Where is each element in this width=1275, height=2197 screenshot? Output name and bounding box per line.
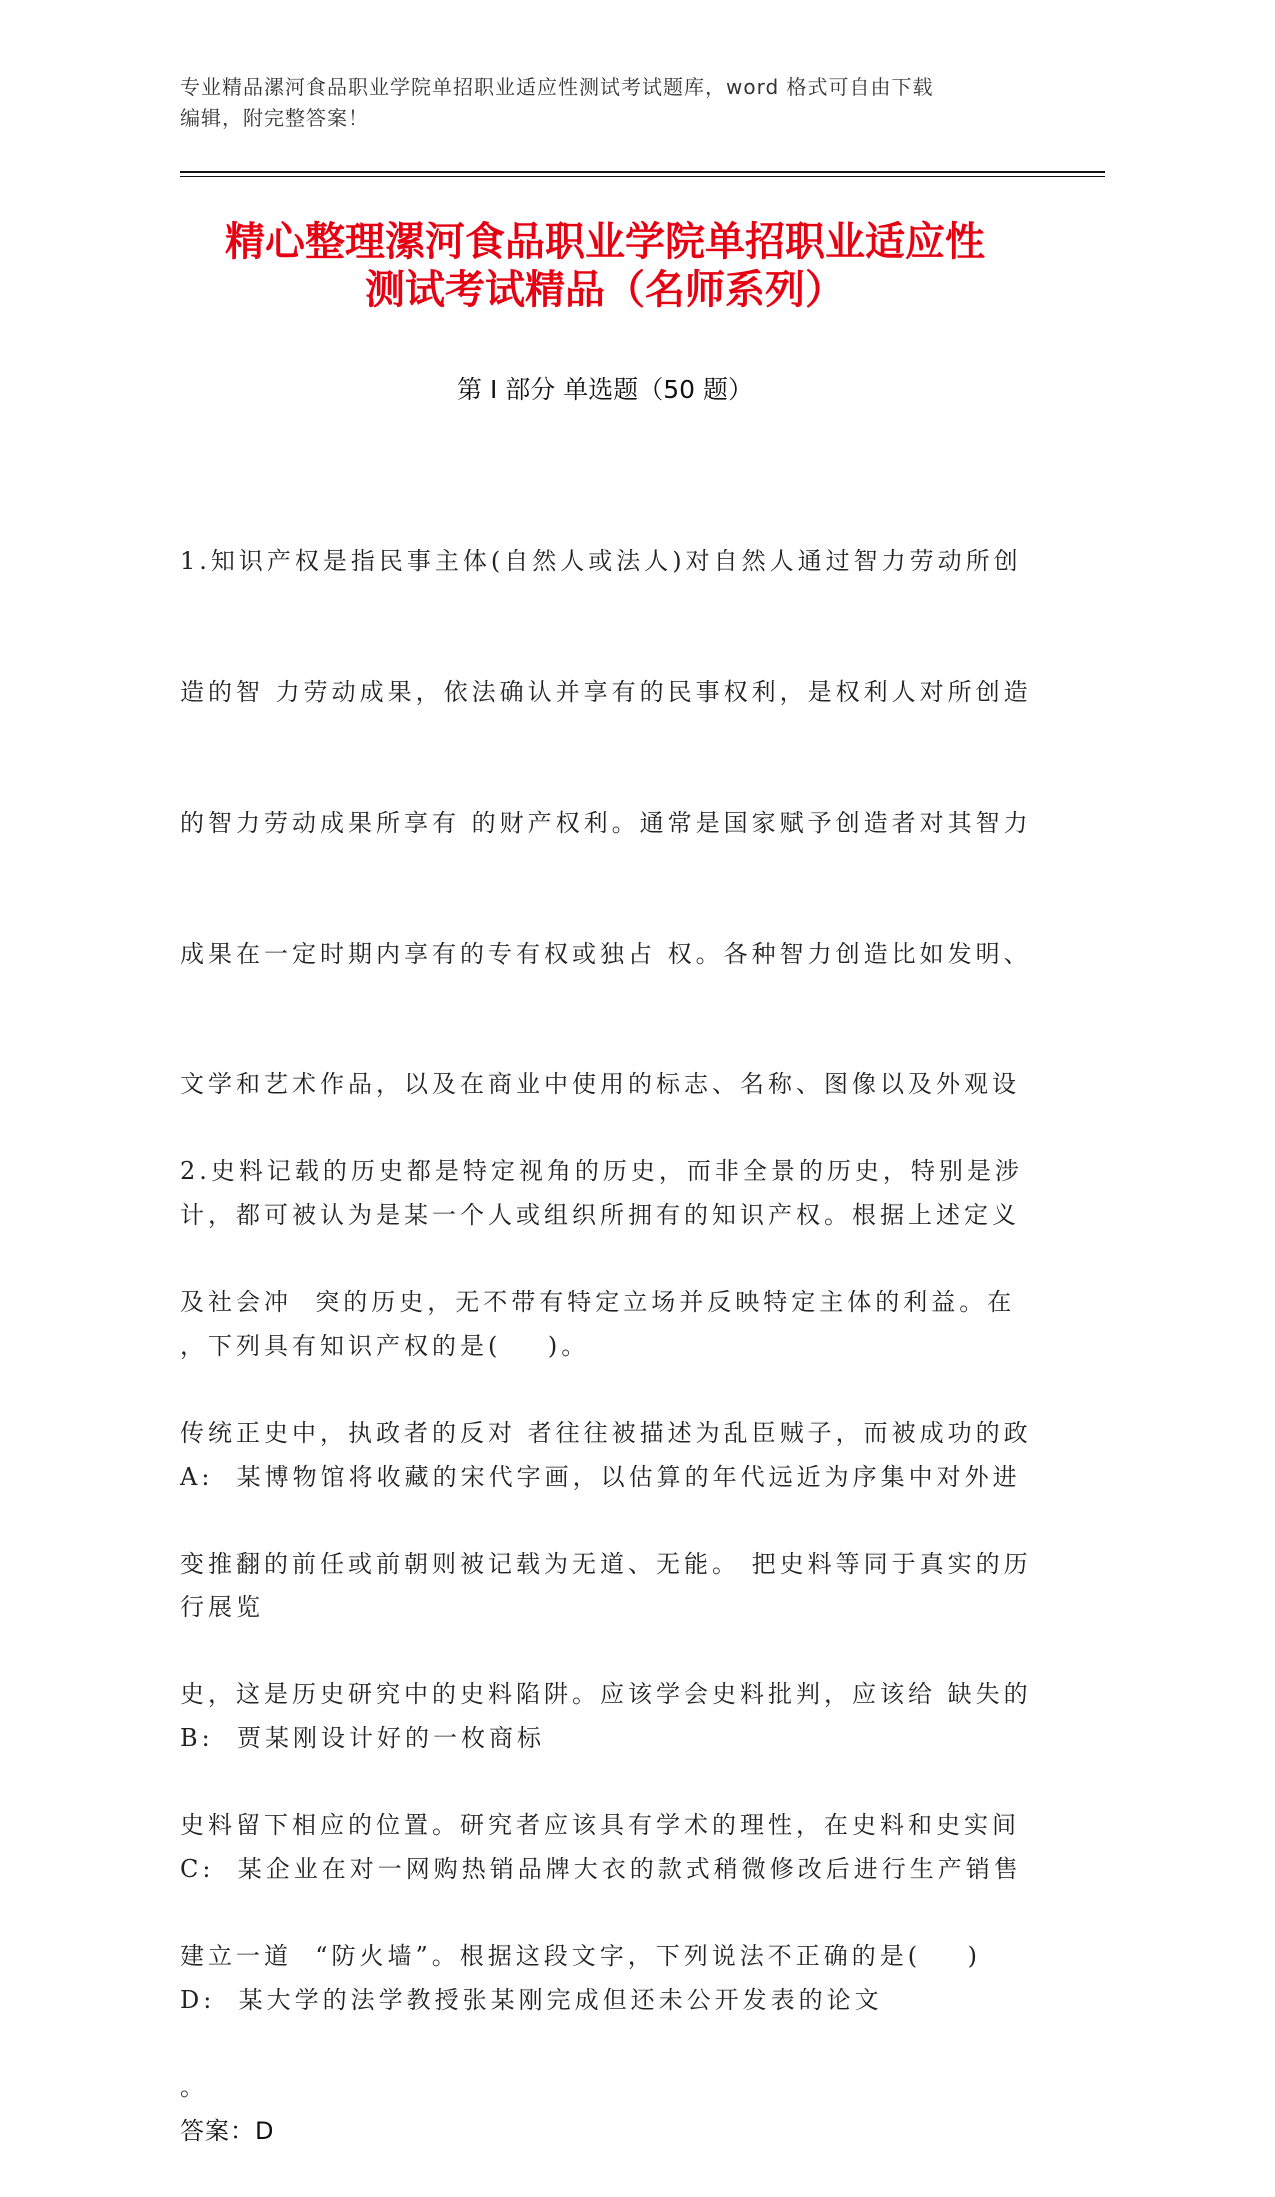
question-text-line: 变推翻的前任或前朝则被记载为无道、无能。 把史料等同于真实的历 bbox=[180, 1549, 1032, 1578]
header-divider bbox=[180, 171, 1105, 173]
question-text-line: 传统正史中，执政者的反对 者往往被描述为乱臣贼子，而被成功的政 bbox=[180, 1418, 1032, 1447]
question-text-line: 史料留下相应的位置。研究者应该具有学术的理性，在史料和史实间 bbox=[180, 1811, 1020, 1840]
option-d: D: 某大学的法学教授张某刚完成但还未公开发表的论文 bbox=[180, 1985, 883, 2014]
question-text-line: 1.知识产权是指民事主体(自然人或法人)对自然人通过智力劳动所创 bbox=[180, 547, 1022, 576]
question-text-line: 及社会冲 突的历史，无不带有特定立场并反映特定主体的利益。在 bbox=[180, 1287, 1016, 1316]
page-header bbox=[180, 72, 1040, 134]
question-text-line: 造的智 力劳动成果，依法确认并享有的民事权利，是权利人对所创造 bbox=[180, 677, 1032, 706]
header-line: 编辑，附完整答案！ bbox=[180, 106, 369, 130]
question-text-line: 的智力劳动成果所享有 的财产权利。通常是国家赋予创造者对其智力 bbox=[180, 808, 1032, 837]
question-text-line: 2.史料记载的历史都是特定视角的历史，而非全景的历史，特别是涉 bbox=[180, 1157, 1023, 1186]
question-text-line: 建立一道 “防火墙”。根据这段文字，下列说法不正确的是( ) bbox=[180, 1941, 982, 1970]
document-title bbox=[0, 218, 1210, 314]
question-2 bbox=[180, 1063, 1032, 2153]
question-text-line: 。 bbox=[180, 2072, 208, 2101]
header-line: 专业精品漯河食品职业学院单招职业适应性测试考试题库，word 格式可自由下载 bbox=[180, 75, 934, 99]
question-text-line: ，下列具有知识产权的是( )。 bbox=[180, 1331, 590, 1360]
option-b: B: 贾某刚设计好的一枚商标 bbox=[180, 1724, 545, 1753]
question-text-line: 史，这是历史研究中的史料陷阱。应该学会史料批判，应该给 缺失的 bbox=[180, 1680, 1032, 1709]
header-divider-thin bbox=[180, 176, 1105, 177]
option-a: A: 某博物馆将收藏的宋代字画，以估算的年代远近为序集中对外进 bbox=[180, 1462, 1021, 1491]
title-line: 精心整理漯河食品职业学院单招职业适应性 bbox=[225, 219, 985, 265]
section-heading: 第 I 部分 单选题（50 题） bbox=[457, 375, 753, 404]
title-line: 测试考试精品（名师系列） bbox=[365, 267, 845, 313]
option-a-continued: 行展览 bbox=[180, 1593, 264, 1622]
option-c: C: 某企业在对一网购热销品牌大衣的款式稍微修改后进行生产销售 bbox=[180, 1855, 1022, 1883]
answer: 答案：D bbox=[180, 2116, 275, 2145]
question-text-line: 成果在一定时期内享有的专有权或独占 权。各种智力创造比如发明、 bbox=[180, 939, 1032, 968]
question-text-line: 文学和艺术作品，以及在商业中使用的标志、名称、图像以及外观设 bbox=[180, 1070, 1020, 1099]
question-text-line: 计，都可被认为是某一个人或组织所拥有的知识产权。根据上述定义 bbox=[180, 1201, 1020, 1230]
